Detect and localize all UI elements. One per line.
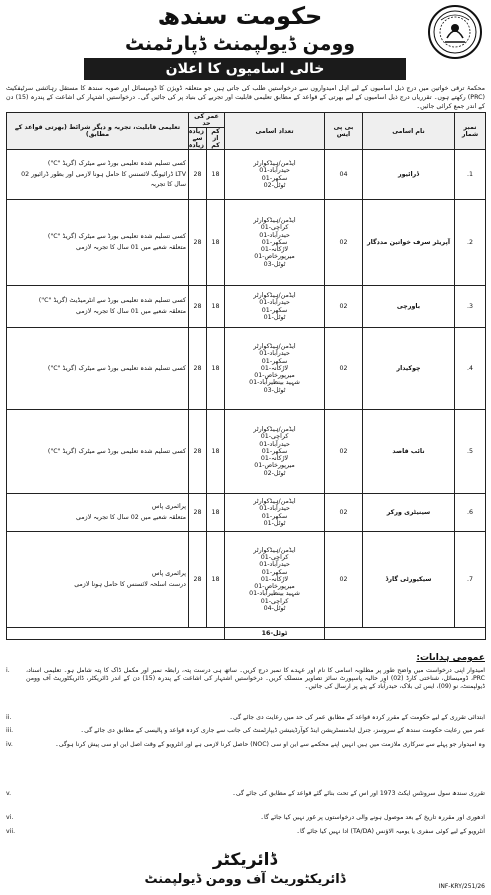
instruction-item bbox=[6, 741, 485, 749]
qualification-item: متعلقہ شعبے میں 02 سال کا تجربہ لازمی bbox=[76, 514, 186, 521]
distribution-cell bbox=[225, 494, 325, 532]
distribution-item: ٹوٹل-02 bbox=[263, 469, 286, 477]
empty-cell bbox=[325, 628, 486, 640]
instruction-number: v. bbox=[6, 790, 12, 797]
distribution-item: میرپورخاص-01 bbox=[254, 372, 295, 380]
distribution-cell bbox=[225, 150, 325, 200]
distribution-item: لاڑکانہ-01 bbox=[260, 455, 289, 463]
header-age: عمر کی حد bbox=[189, 113, 225, 128]
bps-cell: 02 bbox=[325, 410, 363, 494]
qualification-cell bbox=[7, 532, 189, 628]
max-age-cell: 28 bbox=[189, 150, 207, 200]
distribution-item: سکھر-01 bbox=[261, 174, 288, 182]
max-age-cell: 28 bbox=[189, 532, 207, 628]
distribution-item: حیدرآباد-01 bbox=[259, 440, 290, 448]
qualification-item: پرائمری پاس bbox=[151, 570, 186, 577]
max-age-cell: 28 bbox=[189, 286, 207, 328]
vacancy-banner: خالی اسامیوں کا اعلان bbox=[84, 58, 406, 80]
instruction-text: تقرری سندھ سول سرونٹس ایکٹ 1973 اور اس کے تحت بنائے گئے قواعد کے مطابق کی جائے گی۔ bbox=[232, 790, 485, 797]
distribution-item: سکھر-01 bbox=[261, 238, 288, 246]
header-post: نام اسامی bbox=[363, 113, 455, 150]
title-department: وومن ڈیولپمنٹ ڈپارٹمنٹ bbox=[124, 33, 356, 55]
qualification-cell bbox=[7, 200, 189, 286]
distribution-item: سکھر-01 bbox=[261, 357, 288, 365]
distribution-cell bbox=[225, 410, 325, 494]
distribution-item: کراچی-01 bbox=[260, 554, 289, 562]
distribution-item: ٹوٹل-01 bbox=[263, 313, 286, 321]
distribution-item: ایڈمن/ہیڈکوارٹر bbox=[253, 343, 296, 351]
distribution-item: کراچی-01 bbox=[260, 433, 289, 441]
distribution-item: سکھر-01 bbox=[261, 568, 288, 576]
serial-number-cell: 6. bbox=[455, 494, 486, 532]
qualification-item: کسی تسلیم شدہ تعلیمی بورڈ سے میٹرک (گریڈ "C") bbox=[47, 364, 186, 372]
qualification-item: پرائمری پاس bbox=[151, 503, 186, 510]
instruction-item bbox=[6, 667, 485, 691]
serial-number-cell: 2. bbox=[455, 200, 486, 286]
serial-number-cell: 3. bbox=[455, 286, 486, 328]
total-posts-cell: ٹوٹل-16 bbox=[225, 628, 325, 640]
header-min-age: کم از کم bbox=[207, 128, 225, 150]
reference-number: INF-KRY/251/26 bbox=[438, 883, 485, 890]
distribution-item: لاڑکانہ-01 bbox=[260, 575, 289, 583]
distribution-item: شہید بینظیرآباد-01 bbox=[249, 590, 300, 598]
qualification-item: کسی تسلیم شدہ تعلیمی بورڈ سے میٹرک (گریڈ "C") bbox=[47, 447, 186, 455]
distribution-item: ایڈمن/ہیڈکوارٹر bbox=[253, 160, 296, 168]
qualification-item: درست اسلحہ لائسنس کا حامل ہونا لازمی bbox=[74, 581, 186, 588]
bps-cell: 02 bbox=[325, 328, 363, 410]
instruction-number: iii. bbox=[6, 727, 14, 734]
table-row bbox=[7, 286, 486, 328]
post-name-cell: ڈرائیور bbox=[363, 150, 455, 200]
bps-cell: 04 bbox=[325, 150, 363, 200]
instruction-text: وہ امیدوار جو پہلے سے سرکاری ملازمت میں ہیں انہیں اپنے محکمے سے این او سی (NOC) حاصل کرنا لازمی ہے اور انٹرویو کے وقت اصل این او سی پیش کرنا ہوگی۔ bbox=[55, 741, 485, 748]
serial-number-cell: 7. bbox=[455, 532, 486, 628]
qualification-cell bbox=[7, 328, 189, 410]
distribution-item: سکھر-01 bbox=[261, 512, 288, 520]
vacancy-table bbox=[6, 112, 486, 640]
instruction-item bbox=[6, 828, 485, 836]
instruction-number: i. bbox=[6, 667, 10, 674]
empty-cell bbox=[7, 628, 225, 640]
distribution-item: کراچی-01 bbox=[260, 597, 289, 605]
instruction-number: iv. bbox=[6, 741, 13, 748]
instruction-number: vii. bbox=[6, 828, 16, 835]
instruction-text: انٹرویو کے لیے کوئی سفری یا یومیہ الاؤنس (TA/DA) ادا نہیں کیا جائے گا۔ bbox=[296, 828, 485, 835]
title-government-sindh: حکومت سندھ bbox=[157, 2, 323, 30]
qualification-item: کسی تسلیم شدہ تعلیمی بورڈ سے انٹرمیڈیٹ (گریڈ "C") bbox=[38, 297, 186, 304]
table-row bbox=[7, 200, 486, 286]
instruction-item bbox=[6, 814, 485, 822]
instruction-item bbox=[6, 727, 485, 735]
instruction-item bbox=[6, 790, 485, 798]
table-row bbox=[7, 328, 486, 410]
qualification-cell bbox=[7, 286, 189, 328]
distribution-item: سکھر-01 bbox=[261, 306, 288, 314]
distribution-item: میرپورخاص-01 bbox=[254, 462, 295, 470]
distribution-item: ٹوٹل-01 bbox=[263, 519, 286, 527]
post-name-cell: باورچی bbox=[363, 286, 455, 328]
signature-office: ڈائریکٹوریٹ آف وومن ڈیولپمنٹ bbox=[144, 872, 346, 887]
qualification-cell bbox=[7, 410, 189, 494]
bps-cell: 02 bbox=[325, 532, 363, 628]
post-name-cell: سینیٹری ورکر bbox=[363, 494, 455, 532]
qualification-item: LTV ڈرائیونگ لائسنس کا حامل ہونا لازمی اور بطور ڈرائیور 02 سال کا تجربہ bbox=[21, 171, 186, 188]
max-age-cell: 28 bbox=[189, 328, 207, 410]
min-age-cell: 18 bbox=[207, 328, 225, 410]
min-age-cell: 18 bbox=[207, 532, 225, 628]
distribution-item: ایڈمن/ہیڈکوارٹر bbox=[253, 217, 296, 225]
bps-cell: 02 bbox=[325, 494, 363, 532]
distribution-item: حیدرآباد-01 bbox=[259, 350, 290, 358]
distribution-item: ایڈمن/ہیڈکوارٹر bbox=[253, 498, 296, 506]
post-name-cell: سیکیورٹی گارڈ bbox=[363, 532, 455, 628]
min-age-cell: 18 bbox=[207, 494, 225, 532]
distribution-item: سکھر-01 bbox=[261, 447, 288, 455]
distribution-cell bbox=[225, 286, 325, 328]
distribution-item: ٹوٹل-02 bbox=[263, 181, 286, 189]
signature-designation: ڈائریکٹر bbox=[212, 850, 278, 870]
instructions-title: عمومی ہدایات: bbox=[416, 653, 485, 663]
qualification-item: کسی تسلیم شدہ تعلیمی بورڈ سے میٹرک (گریڈ "C") bbox=[47, 233, 186, 240]
bps-cell: 02 bbox=[325, 286, 363, 328]
max-age-cell: 28 bbox=[189, 410, 207, 494]
header-count: تعداد اسامی bbox=[225, 113, 325, 150]
instruction-text: عمر میں رعایت حکومت سندھ کے سروسز، جنرل ایڈمنسٹریشن اینڈ کوآرڈینیشن ڈیپارٹمنٹ کی جانب سے جاری کردہ قواعد و پالیسی کے مطابق دی جائے گی۔ bbox=[80, 727, 485, 734]
qualification-cell bbox=[7, 494, 189, 532]
post-name-cell: آپریٹر سرف خواتین مددگار bbox=[363, 200, 455, 286]
distribution-item: میرپورخاص-01 bbox=[254, 583, 295, 591]
table-row bbox=[7, 150, 486, 200]
distribution-cell bbox=[225, 200, 325, 286]
instruction-item bbox=[6, 714, 485, 722]
distribution-item: ایڈمن/ہیڈکوارٹر bbox=[253, 292, 296, 300]
distribution-item: شہید بینظیرآباد-01 bbox=[249, 379, 300, 387]
min-age-cell: 18 bbox=[207, 150, 225, 200]
serial-number-cell: 1. bbox=[455, 150, 486, 200]
header-sno: نمبر شمار bbox=[455, 113, 486, 150]
qualification-cell bbox=[7, 150, 189, 200]
distribution-item: حیدرآباد-01 bbox=[259, 561, 290, 569]
distribution-item: حیدرآباد-01 bbox=[259, 167, 290, 175]
distribution-item: کراچی-01 bbox=[260, 224, 289, 232]
table-row bbox=[7, 532, 486, 628]
min-age-cell: 18 bbox=[207, 286, 225, 328]
header-bps: بی پی ایس bbox=[325, 113, 363, 150]
header-qualification: تعلیمی قابلیت، تجربہ و دیگر شرائط (بھرتی قواعد کے مطابق) bbox=[7, 113, 189, 150]
distribution-item: لاڑکانہ-01 bbox=[260, 364, 289, 372]
max-age-cell: 28 bbox=[189, 494, 207, 532]
serial-number-cell: 5. bbox=[455, 410, 486, 494]
distribution-item: حیدرآباد-01 bbox=[259, 299, 290, 307]
table-row bbox=[7, 494, 486, 532]
distribution-item: حیدرآباد-01 bbox=[259, 505, 290, 513]
min-age-cell: 18 bbox=[207, 200, 225, 286]
post-name-cell: چوکیدار bbox=[363, 328, 455, 410]
max-age-cell: 28 bbox=[189, 200, 207, 286]
qualification-item: متعلقہ شعبے میں 01 سال کا تجربہ لازمی bbox=[76, 244, 186, 251]
instruction-text: امیدوار اپنی درخواست میں واضح طور پر مطلوبہ اسامی کا نام اور عہدے کا نمبر درج کریں۔ ساتھ ہی درست پتہ، رابطہ نمبر اور مکمل ڈاک کا پتہ شامل ہو۔ تعلیمی اسناد، PRC، ڈومیسائل، شناختی کارڈ (02) اور حالیہ پاسپورٹ سائز تصاویر منسلک کریں۔ درخواستیں اشتہار کی اشاعت کے پندرہ (15) دن کے اندر ڈائریکٹر، ڈائریکٹوریٹ آف وومن ڈیولپمنٹ، نو (09)، ایس ٹی بلاک، حیدرآباد کے پتے پر ارسال کی جائیں۔ bbox=[26, 667, 485, 690]
distribution-cell bbox=[225, 532, 325, 628]
table-total-row bbox=[7, 628, 486, 640]
distribution-item: ٹوٹل-03 bbox=[263, 386, 286, 394]
table-header-row bbox=[7, 113, 486, 128]
instruction-text: ابتدائی تقرری کے لیے حکومت کے مقرر کردہ قواعد کے مطابق عمر کی حد میں رعایت دی جائے گی۔ bbox=[229, 714, 485, 721]
distribution-item: ٹوٹل-03 bbox=[263, 260, 286, 268]
header-max-age: زیادہ سے زیادہ bbox=[189, 128, 207, 150]
qualification-item: متعلقہ شعبے میں 01 سال کا تجربہ لازمی bbox=[76, 308, 186, 315]
instruction-text: ادھوری اور مقررہ تاریخ کے بعد موصول ہونے والی درخواستوں پر غور نہیں کیا جائے گا۔ bbox=[260, 814, 485, 821]
intro-paragraph: محکمۂ ترقی خواتین میں درج ذیل اسامیوں کے لیے اہل امیدواروں سے درخواستیں طلب کی جاتی ہیں جو متعلقہ ڈویژن کا ڈومیسائل اور صوبہ سندھ کا مستقل رہائشی سرٹیفکیٹ (PRC) رکھتے ہوں۔ تقرریاں درج ذیل اسامیوں کے لیے بھرتی کے قواعد کے مطابق تعلیمی قابلیت اور تجربے کی بنیاد پر کی جائیں گی۔ درخواستیں اشتہار کی اشاعت کے پندرہ (15) دن کے اندر جمع کرائی جائیں۔ bbox=[6, 85, 485, 110]
post-name-cell: نائب قاصد bbox=[363, 410, 455, 494]
qualification-item: کسی تسلیم شدہ تعلیمی بورڈ سے میٹرک (گریڈ "C") bbox=[47, 160, 186, 167]
instruction-number: vi. bbox=[6, 814, 14, 821]
distribution-item: ایڈمن/ہیڈکوارٹر bbox=[253, 426, 296, 434]
table-row bbox=[7, 410, 486, 494]
distribution-item: ایڈمن/ہیڈکوارٹر bbox=[253, 547, 296, 555]
bps-cell: 02 bbox=[325, 200, 363, 286]
min-age-cell: 18 bbox=[207, 410, 225, 494]
serial-number-cell: 4. bbox=[455, 328, 486, 410]
distribution-cell bbox=[225, 328, 325, 410]
distribution-item: لاڑکانہ-01 bbox=[260, 246, 289, 254]
government-seal-icon bbox=[427, 4, 483, 60]
distribution-item: میرپورخاص-01 bbox=[254, 253, 295, 261]
distribution-item: حیدرآباد-01 bbox=[259, 231, 290, 239]
distribution-item: ٹوٹل-04 bbox=[263, 604, 286, 612]
instruction-number: ii. bbox=[6, 714, 12, 721]
